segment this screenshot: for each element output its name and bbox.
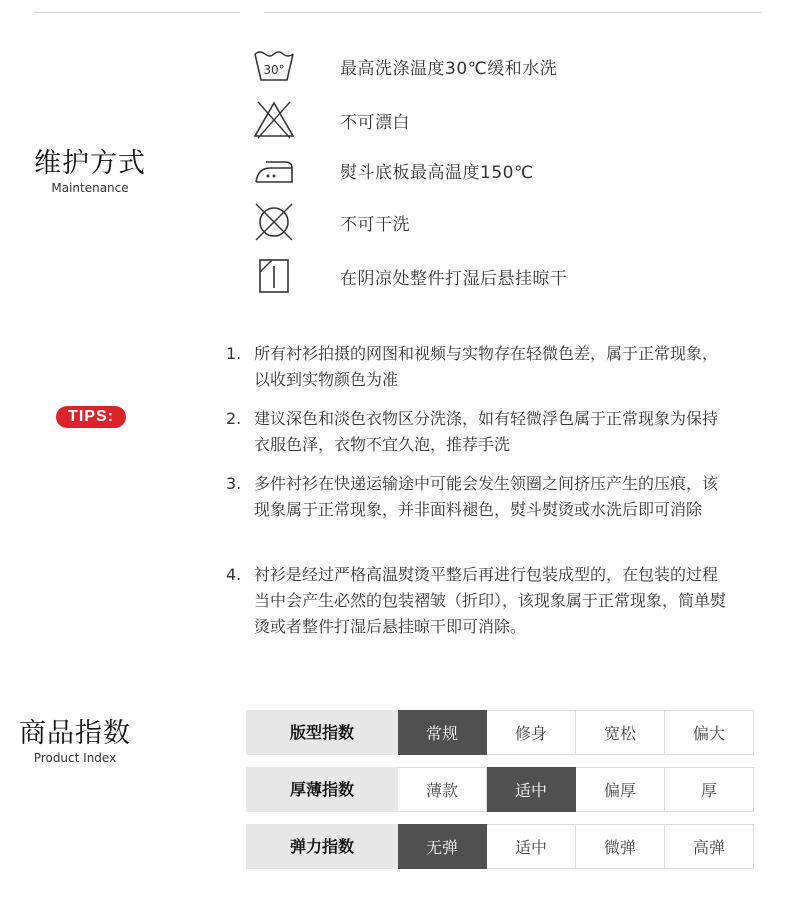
index-row-stretch (246, 824, 754, 869)
tip-item-4 (226, 562, 726, 640)
no-bleach-icon (252, 100, 296, 140)
tip-item-2 (226, 406, 726, 458)
wash-30-icon (252, 46, 296, 86)
index-option: 偏厚 (576, 767, 665, 812)
index-option: 薄款 (398, 767, 487, 812)
tip-number: 4. (226, 565, 242, 584)
maintenance-title-cn: 维护方式 (34, 148, 146, 179)
index-option: 修身 (487, 710, 576, 755)
index-row-label: 厚薄指数 (246, 767, 398, 812)
tips-badge: TIPS: (56, 406, 126, 428)
index-option: 厚 (665, 767, 754, 812)
care-text: 不可干洗 (340, 214, 410, 235)
tip-text: 衬衫是经过严格高温熨烫平整后再进行包装成型的，在包装的过程当中会产生必然的包装褶皱（折印），该现象属于正常现象，简单熨烫或者整件打湿后悬挂晾干即可消除。 (254, 565, 727, 636)
index-option: 常规 (398, 710, 487, 755)
tip-number: 2. (226, 409, 242, 428)
top-divider-left (34, 12, 240, 13)
index-option: 宽松 (576, 710, 665, 755)
index-row-label: 弹力指数 (246, 824, 398, 869)
care-text: 在阴凉处整件打湿后悬挂晾干 (340, 268, 568, 289)
care-item-dry (252, 256, 568, 296)
index-option: 适中 (487, 767, 576, 812)
maintenance-heading (30, 148, 150, 196)
index-row-thickness (246, 767, 754, 812)
care-item-wash (252, 46, 558, 86)
care-text: 熨斗底板最高温度150℃ (340, 162, 534, 183)
tip-item-1 (226, 341, 726, 393)
care-text: 最高洗涤温度30℃缓和水洗 (340, 58, 558, 79)
tip-number: 1. (226, 344, 242, 363)
no-dry-clean-icon (252, 202, 296, 242)
iron-150-icon (252, 150, 296, 190)
tip-text: 建议深色和淡色衣物区分洗涤，如有轻微浮色属于正常现象为保持衣服色泽，衣物不宜久泡，推荐手洗 (254, 409, 719, 454)
index-row-fit (246, 710, 754, 755)
maintenance-title-en: Maintenance (51, 181, 129, 195)
index-option: 适中 (487, 824, 576, 869)
care-item-iron (252, 150, 534, 190)
product-index-heading (10, 718, 140, 766)
care-item-bleach (252, 100, 410, 140)
product-index-title-en: Product Index (33, 751, 117, 765)
tip-text: 多件衬衫在快递运输途中可能会发生领圈之间挤压产生的压痕，该现象属于正常现象，并非面料褪色，熨斗熨烫或水洗后即可消除 (254, 474, 719, 519)
index-option: 无弹 (398, 824, 487, 869)
index-option: 高弹 (665, 824, 754, 869)
dry-in-shade-icon (252, 256, 296, 296)
index-option: 微弹 (576, 824, 665, 869)
index-option: 偏大 (665, 710, 754, 755)
tip-text: 所有衬衫拍摄的网图和视频与实物存在轻微色差，属于正常现象，以收到实物颜色为准 (254, 344, 719, 389)
index-row-label: 版型指数 (246, 710, 398, 755)
care-item-dryclean (252, 202, 410, 242)
tip-item-3 (226, 471, 726, 523)
care-text: 不可漂白 (340, 112, 410, 133)
svg-text:30°: 30° (263, 63, 285, 77)
top-divider-right (264, 12, 762, 13)
product-index-title-cn: 商品指数 (19, 718, 131, 749)
tip-number: 3. (226, 474, 242, 493)
